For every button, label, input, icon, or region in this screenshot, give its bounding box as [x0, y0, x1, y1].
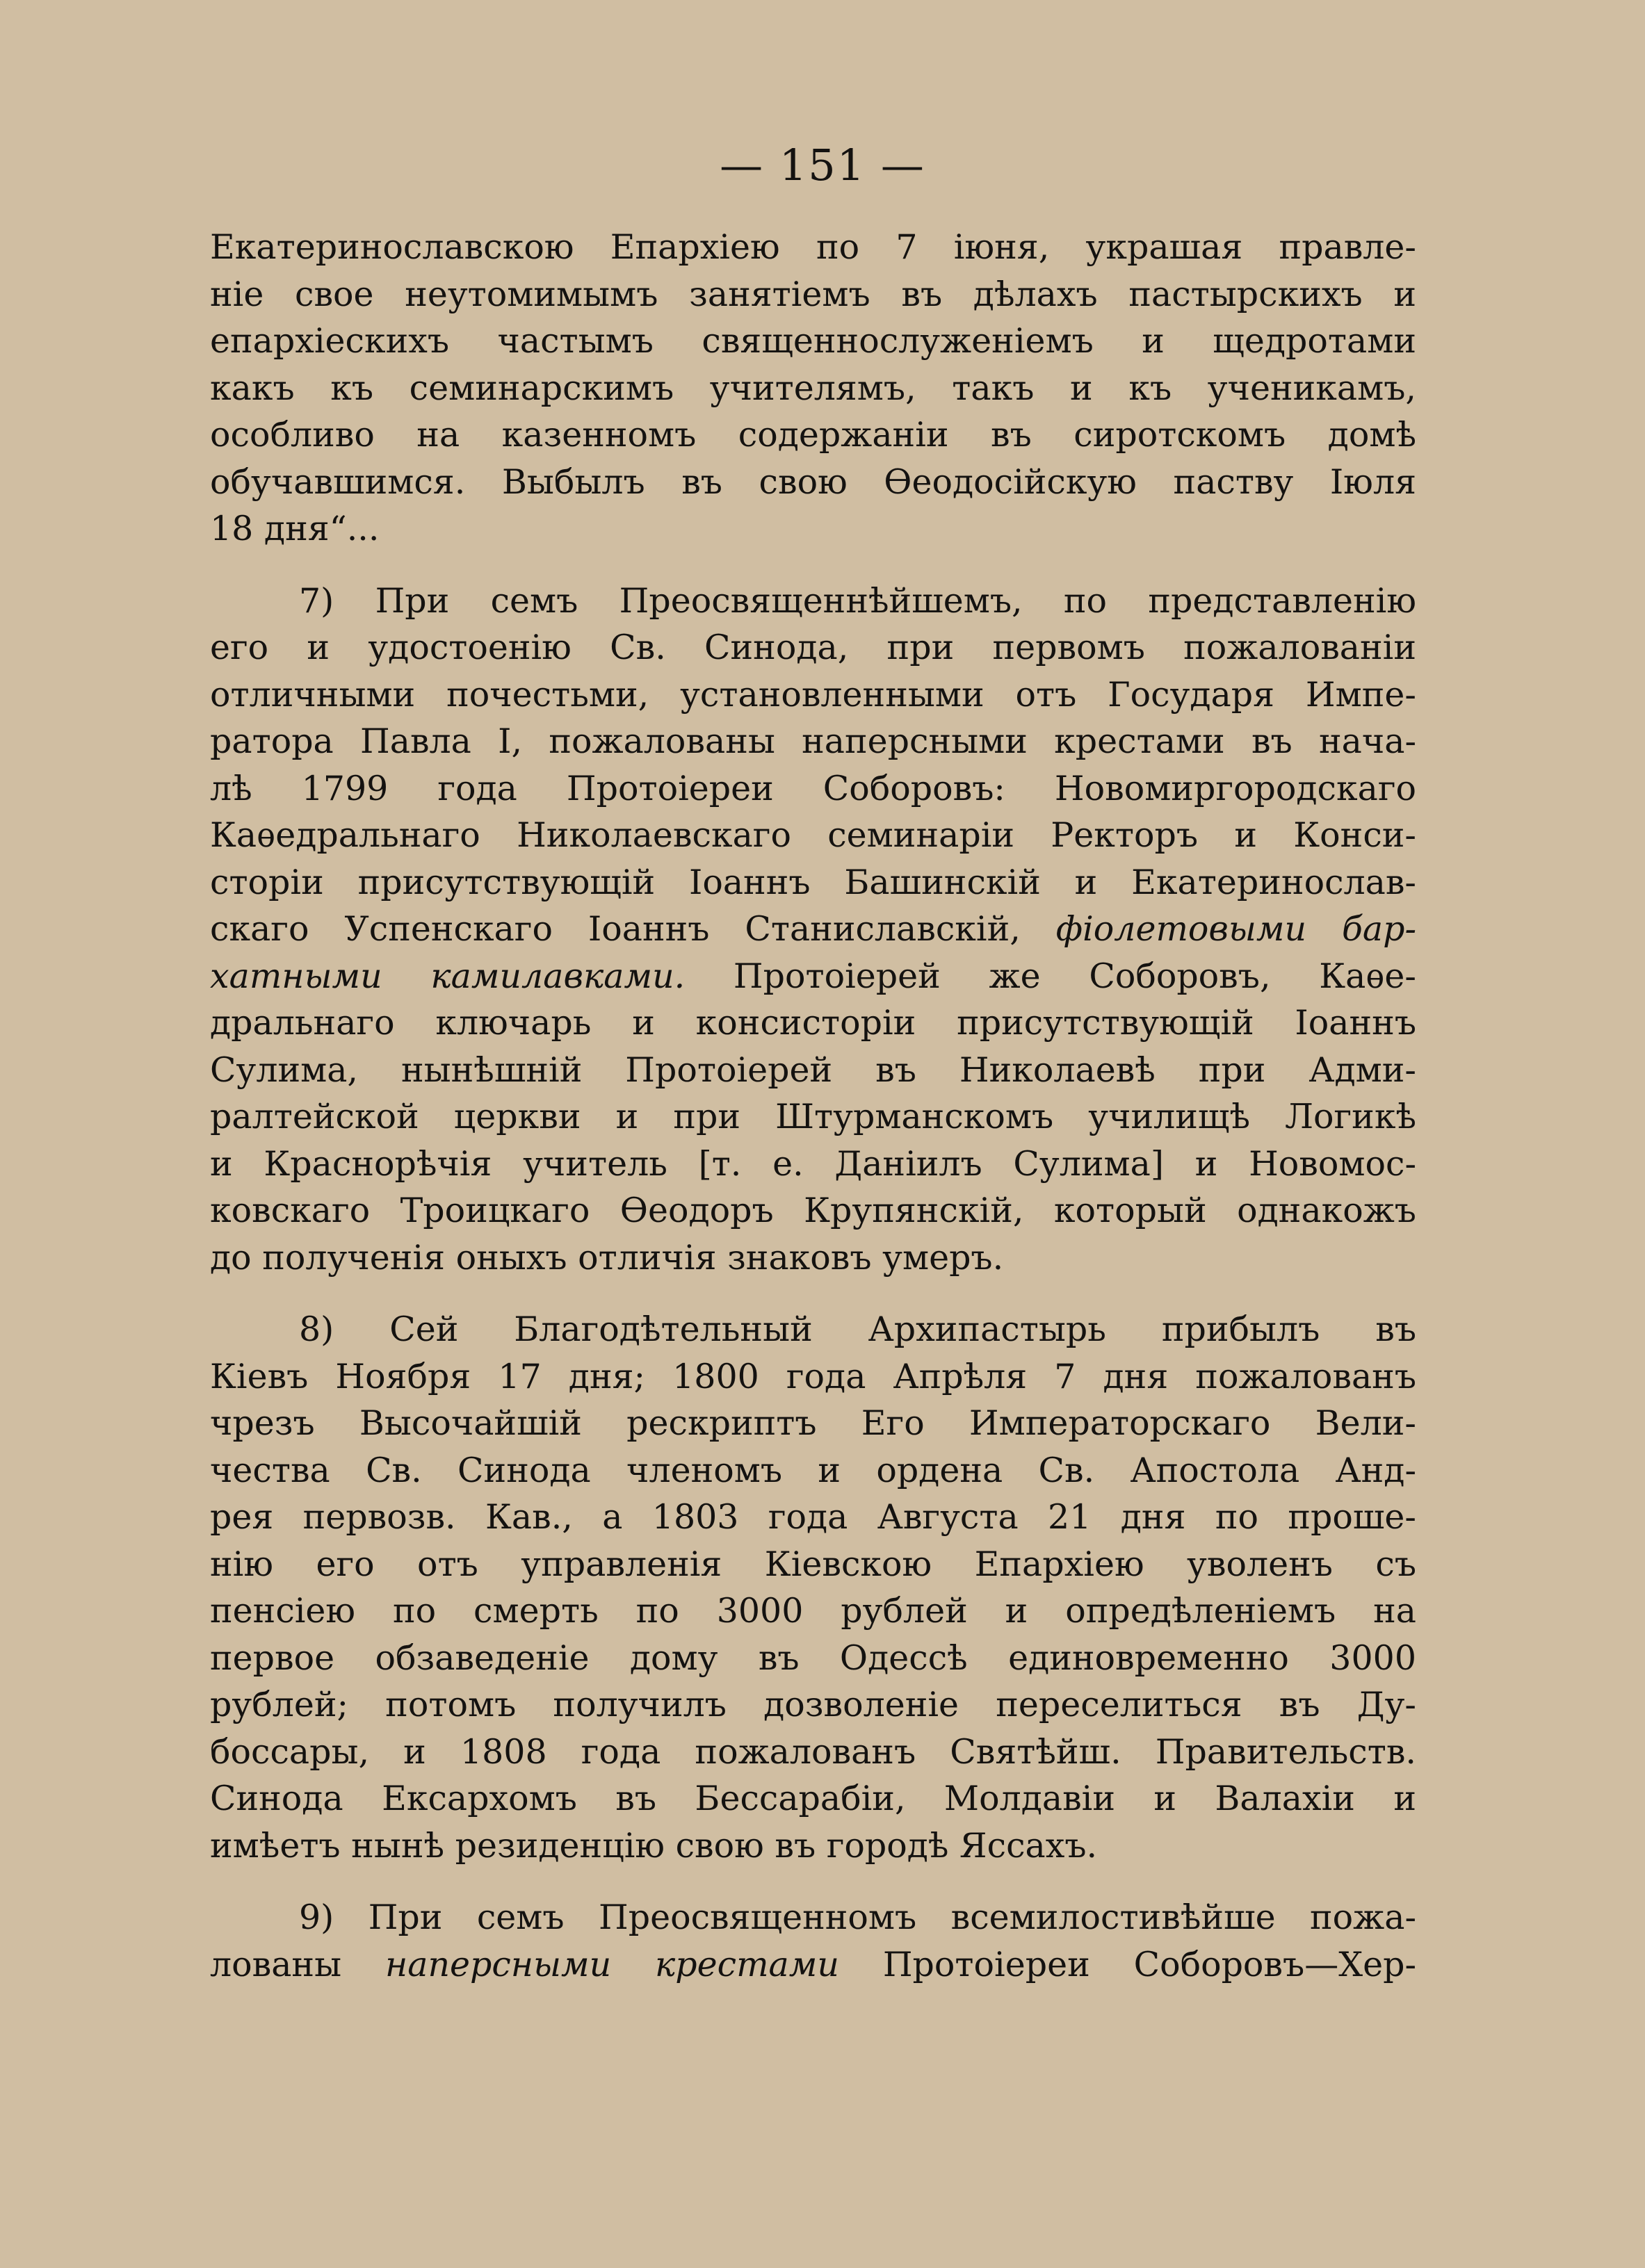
text-line: лованы наперсными крестами Протоіереи Соборовъ—Хер- [210, 1944, 1417, 1984]
text-line: 18 дня“... [210, 509, 380, 548]
text-line: Кіевъ Ноября 17 дня; 1800 года Апрѣля 7 дня пожалованъ [210, 1356, 1416, 1396]
text-line: ралтейской церкви и при Штурманскомъ училищѣ Логикѣ [210, 1097, 1416, 1136]
text-line: хатными камилавками. Протоіерей же Соборовъ, Каѳе- [210, 956, 1416, 996]
text-line: отличными почестьми, установленными отъ Государя Импе- [210, 674, 1416, 715]
paragraph-9-start: 9) При семъ Преосвященномъ всемилостивѣйше пожа- [299, 1898, 1416, 1937]
text-line: боссары, и 1808 года пожалованъ Святѣйш. Правительств. [210, 1731, 1416, 1772]
text-line: рублей; потомъ получилъ дозволеніе переселиться въ Ду- [210, 1685, 1416, 1724]
text-line: ніе свое неутомимымъ занятіемъ въ дѣлахъ пастырскихъ и [210, 274, 1416, 314]
italic-emphasis: наперсными крестами [384, 1944, 839, 1984]
text-line: чества Св. Синода членомъ и ордена Св. Апостола Анд- [210, 1450, 1416, 1490]
text-line: лѣ 1799 года Протоіереи Соборовъ: Новомиргородскаго [210, 768, 1416, 808]
text-line: Сулима, нынѣшній Протоіерей въ Николаевѣ при Адми- [210, 1050, 1416, 1090]
text-line: пенсіею по смерть по 3000 рублей и опредѣленіемъ на [210, 1591, 1416, 1631]
text-line: Каѳедральнаго Николаевскаго семинаріи Ректоръ и Конси- [210, 815, 1416, 855]
text-line: скаго Успенскаго Іоаннъ Станиславскій, фіолетовыми бар- [210, 909, 1416, 949]
italic-emphasis: хатными камилавками. [210, 956, 686, 996]
paragraph-8-start: 8) Сей Благодѣтельный Архипастырь прибылъ въ [299, 1310, 1416, 1349]
text-line: епархіескихъ частымъ священнослуженіемъ и щедротами [210, 321, 1416, 361]
body-text [210, 224, 1416, 1988]
text-line: обучавшимся. Выбылъ въ свою Ѳеодосійскую паству Іюля [210, 462, 1416, 502]
text-line: сторіи присутствующій Іоаннъ Башинскій и Екатеринослав- [210, 862, 1416, 902]
text-line: чрезъ Высочайшій рескриптъ Его Императорскаго Вели- [210, 1403, 1416, 1443]
text-line: и Краснорѣчія учитель [т. е. Даніилъ Сулима] и Новомос- [210, 1143, 1416, 1184]
text-line: его и удостоенію Св. Синода, при первомъ пожалованіи [210, 628, 1416, 667]
text-line: первое обзаведеніе дому въ Одессѣ единовременно 3000 [210, 1638, 1416, 1678]
text-line: какъ къ семинарскимъ учителямъ, такъ и къ ученикамъ, [210, 368, 1416, 408]
paragraph-7-start: 7) При семъ Преосвященнѣйшемъ, по представленію [299, 580, 1416, 621]
text-line: Синода Ексархомъ въ Бессарабіи, Молдавіи и Валахіи и [210, 1779, 1416, 1818]
text-line: дральнаго ключарь и консисторіи присутствующій Іоаннъ [210, 1003, 1416, 1043]
text-line: ковскаго Троицкаго Ѳеодоръ Крупянскій, который однакожъ [210, 1191, 1416, 1230]
text-line: ратора Павла I, пожалованы наперсными крестами въ нача- [210, 721, 1416, 761]
text-line: нію его отъ управленія Кіевскою Епархіею уволенъ съ [210, 1544, 1416, 1584]
text-line: особливо на казенномъ содержаніи въ сиротскомъ домѣ [210, 415, 1416, 455]
text-line: имѣетъ нынѣ резиденцію свою въ городѣ Яссахъ. [210, 1825, 1098, 1866]
text-line: до полученія оныхъ отличія знаковъ умеръ. [210, 1237, 1004, 1278]
page-number: — 151 — [720, 140, 925, 190]
italic-emphasis: фіолетовыми бар- [1055, 909, 1416, 949]
text-line: рея первозв. Кав., а 1803 года Августа 21 дня по проше- [210, 1497, 1416, 1537]
text-line: Екатеринославскою Епархіею по 7 іюня, украшая правле- [210, 227, 1416, 267]
